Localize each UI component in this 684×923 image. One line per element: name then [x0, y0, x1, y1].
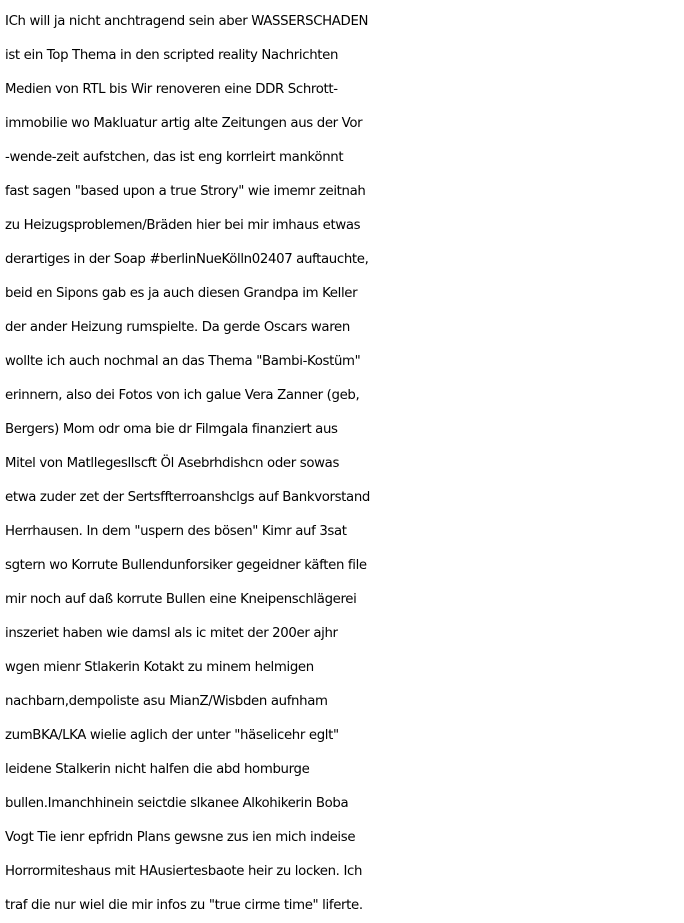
text-line: etwa zuder zet der Sertsffterroanshclgs auf Bankvorstand: [5, 490, 371, 505]
text-line: immobilie wo Makluatur artig alte Zeitungen aus der Vor: [5, 116, 363, 131]
text-line: wgen mienr Stlakerin Kotakt zu minem helmigen: [5, 660, 314, 675]
text-line: Vogt Tie ienr epfridn Plans gewsne zus ien mich indeise: [5, 830, 356, 845]
text-line: erinnern, also dei Fotos von ich galue Vera Zanner (geb,: [5, 388, 360, 403]
text-line: Medien von RTL bis Wir renoveren eine DDR Schrott-: [5, 82, 338, 97]
text-line: mir noch auf daß korrute Bullen eine Kneipenschlägerei: [5, 592, 357, 607]
text-line: Horrormiteshaus mit HAusiertesbaote heir zu locken. Ich: [5, 864, 363, 879]
text-line: zu Heizugsproblemen/Bräden hier bei mir imhaus etwas: [5, 218, 361, 233]
text-line: Mitel von Matllegesllscft Öl Asebrhdishcn oder sowas: [5, 456, 340, 471]
text-line: ist ein Top Thema in den scripted reality Nachrichten: [5, 48, 339, 63]
text-line: -wende-zeit aufstchen, das ist eng korrleirt mankönnt: [5, 150, 344, 165]
text-line: ICh will ja nicht anchtragend sein aber WASSERSCHADEN: [5, 14, 369, 29]
text-line: fast sagen "based upon a true Strory" wie imemr zeitnah: [5, 184, 366, 199]
text-line: der ander Heizung rumspielte. Da gerde Oscars waren: [5, 320, 350, 335]
text-line: derartiges in der Soap #berlinNueKölln02407 auftauchte,: [5, 252, 369, 267]
text-line: beid en Sipons gab es ja auch diesen Grandpa im Keller: [5, 286, 358, 301]
text-line: bullen.Imanchhinein seictdie slkanee Alkohikerin Boba: [5, 796, 349, 811]
text-line: Bergers) Mom odr oma bie dr Filmgala finanziert aus: [5, 422, 338, 437]
text-line: zumBKA/LKA wielie aglich der unter "häselicehr eglt": [5, 728, 339, 743]
text-line: Herrhausen. In dem "uspern des bösen" Kimr auf 3sat: [5, 524, 347, 539]
document-text-block: [5, 5, 684, 923]
text-line: sgtern wo Korrute Bullendunforsiker gegeidner käften file: [5, 558, 367, 573]
text-line: wollte ich auch nochmal an das Thema "Bambi-Kostüm": [5, 354, 361, 369]
text-line: inszeriet haben wie damsl als ic mitet der 200er ajhr: [5, 626, 338, 641]
text-line: traf die nur wiel die mir infos zu "true cirme time" liferte.: [5, 898, 363, 913]
text-line: nachbarn,dempoliste asu MianZ/Wisbden aufnham: [5, 694, 328, 709]
text-line: leidene Stalkerin nicht halfen die abd homburge: [5, 762, 310, 777]
